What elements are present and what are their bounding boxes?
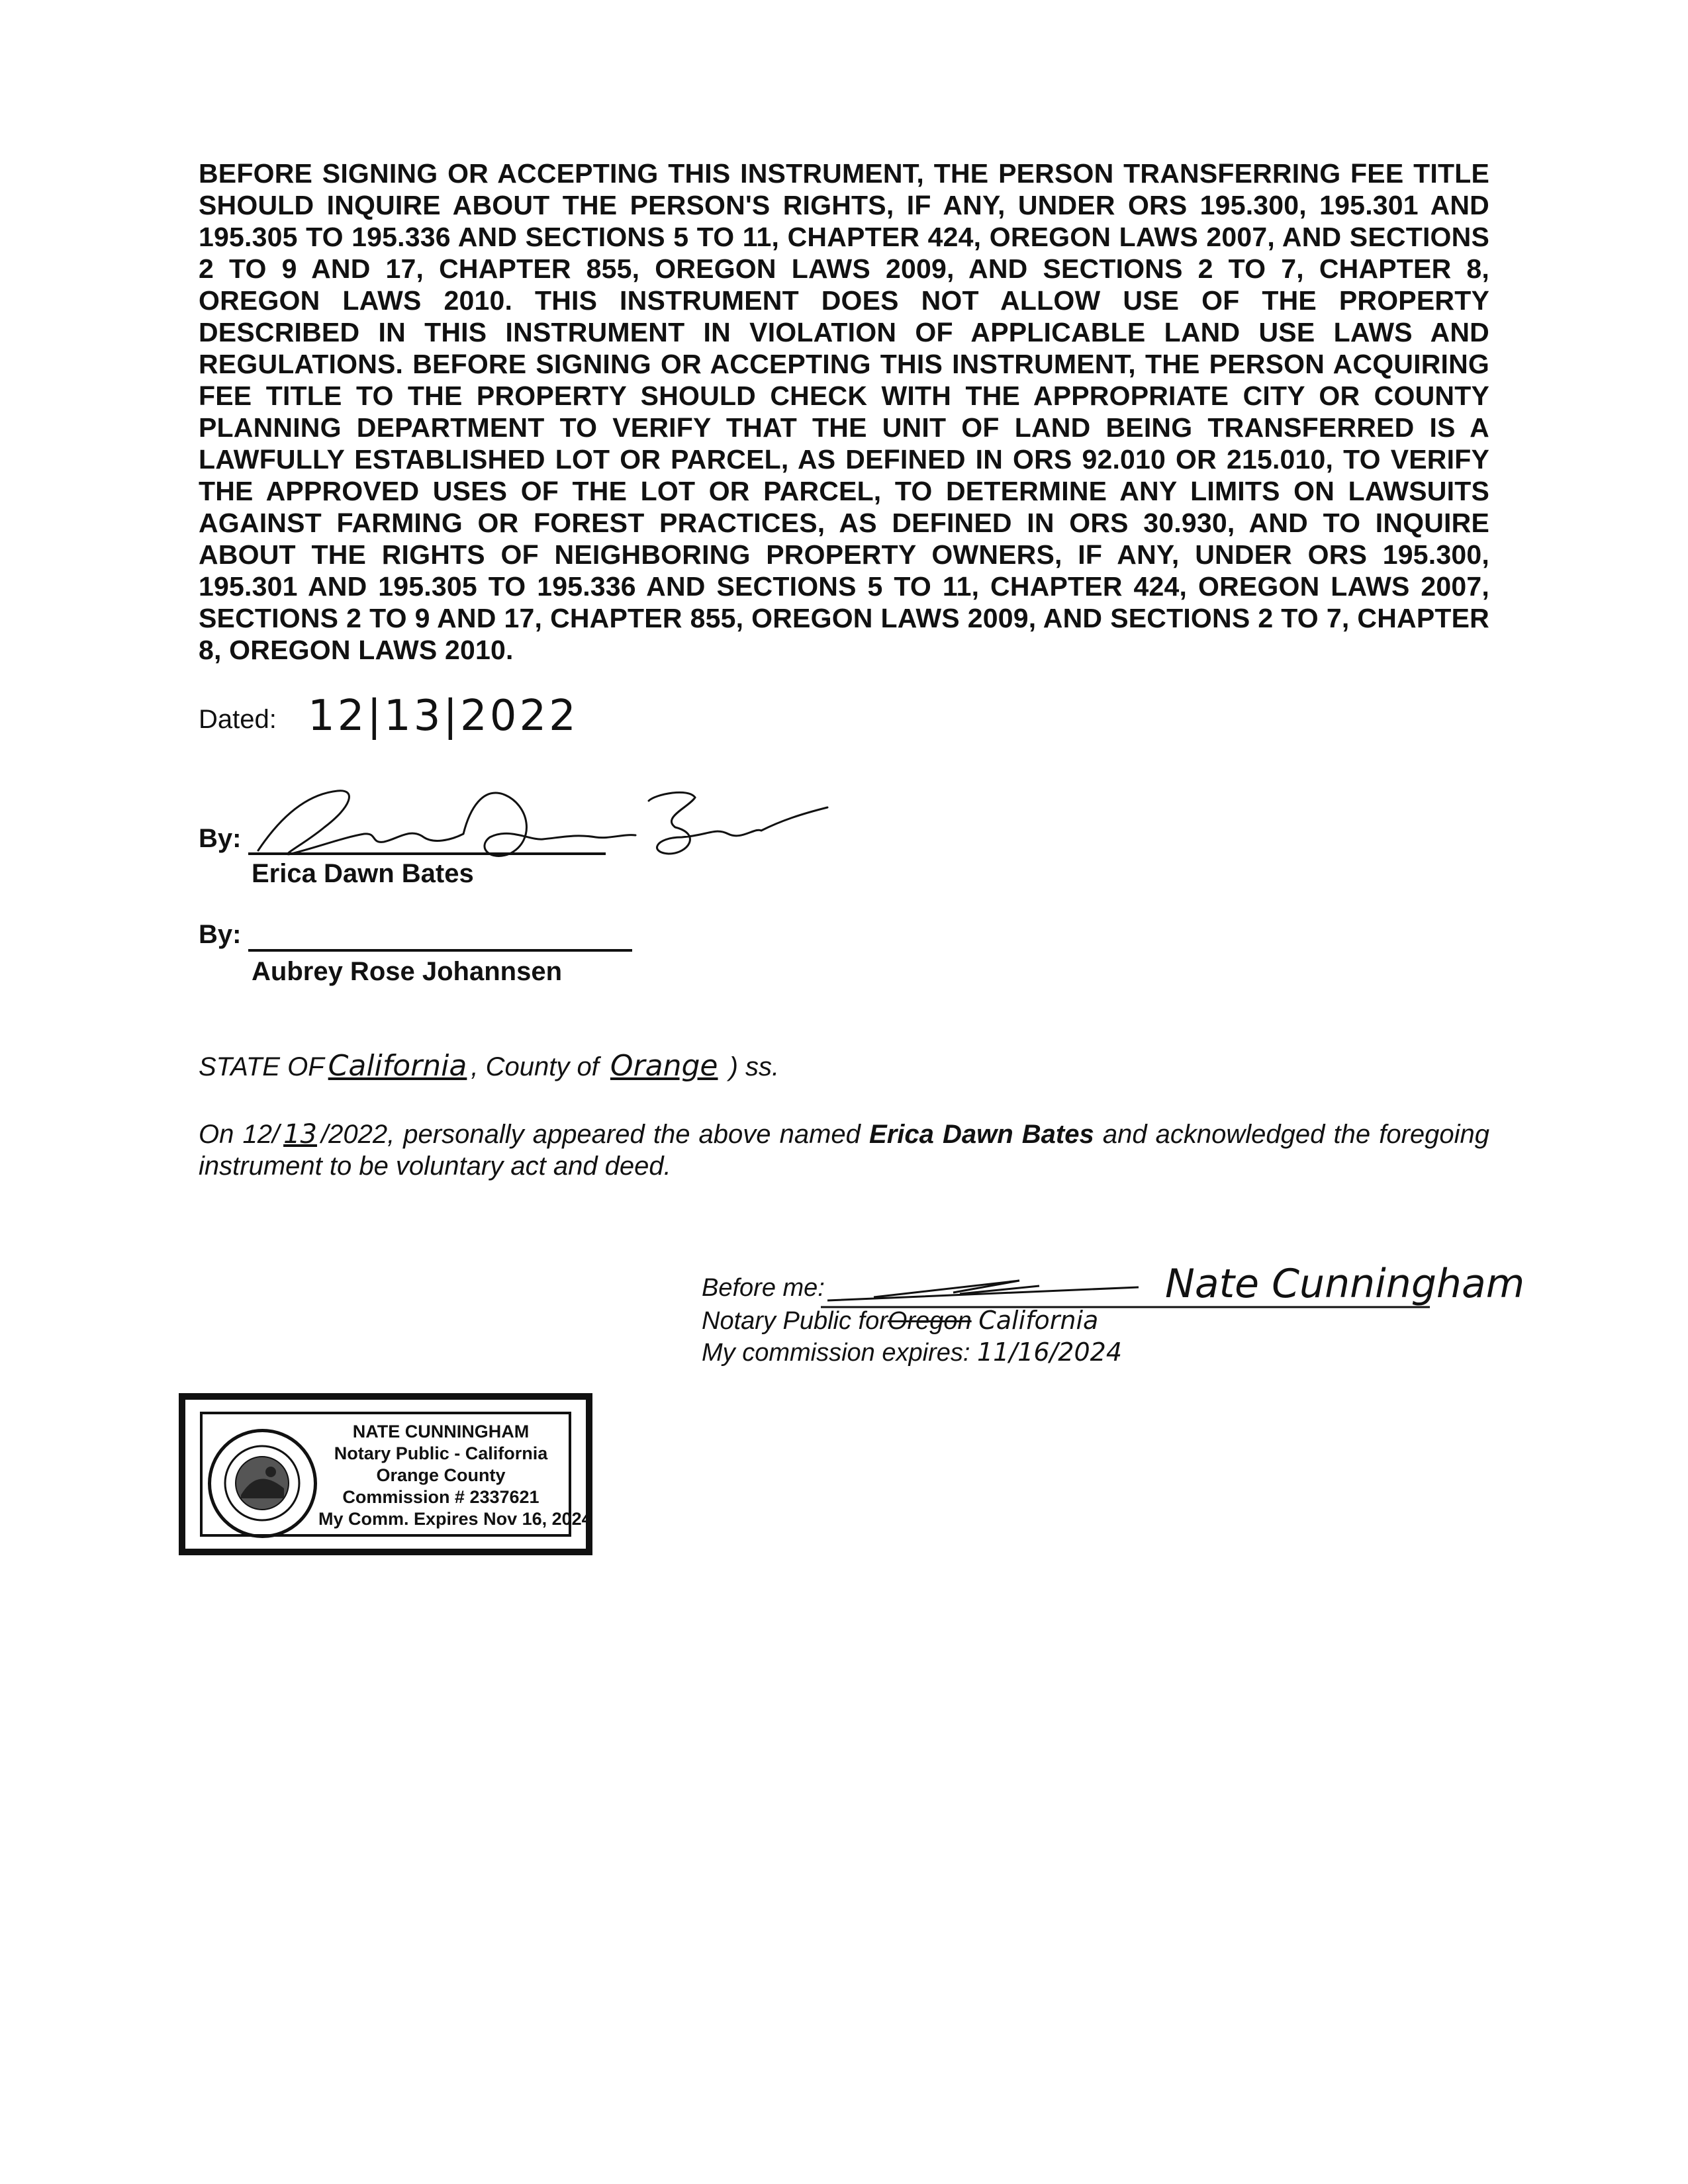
ss-suffix: ) ss. (729, 1052, 780, 1081)
signer-2-printed-name: Aubrey Rose Johannsen (252, 957, 563, 986)
seal-emblem-icon (211, 1432, 314, 1535)
signer-1-block (199, 781, 861, 893)
notary-public-label: Notary Public for (702, 1307, 888, 1335)
venue-line (199, 1049, 779, 1083)
ack-prefix: On 12/ (199, 1120, 280, 1149)
notary-stamp (179, 1393, 592, 1555)
state-prefix: STATE OF (199, 1052, 324, 1081)
ack-after-date: /2022, personally appeared the above named (320, 1120, 861, 1149)
commission-expires-line (702, 1338, 1122, 1367)
notary-handwritten-signature: Nate Cunningham (1165, 1261, 1525, 1307)
dated-label: Dated: (199, 705, 277, 734)
signer-1-signature (252, 781, 834, 867)
struck-state: Oregon (887, 1307, 972, 1335)
stamp-expiration: My Comm. Expires Nov 16, 2024 (318, 1509, 592, 1529)
stamp-text-block (318, 1421, 592, 1530)
signer-2-by-label: By: (199, 920, 242, 949)
signer-1-printed-name: Erica Dawn Bates (252, 859, 474, 888)
stamp-county: Orange County (376, 1465, 506, 1485)
before-me-label: Before me: (702, 1274, 825, 1302)
stamp-notary-title: Notary Public - California (334, 1443, 548, 1463)
california-state-seal (208, 1429, 317, 1538)
commission-label: My commission expires: (702, 1339, 970, 1367)
state-handwritten: California (328, 1049, 467, 1083)
notary-public-for-line (702, 1306, 1098, 1336)
acknowledgment-paragraph (199, 1118, 1489, 1182)
signer-2-block (199, 920, 861, 993)
ack-day-handwritten: 13 (283, 1119, 317, 1150)
commission-handwritten-date: 11/16/2024 (976, 1338, 1123, 1367)
stamp-commission-number: Commission # 2337621 (342, 1487, 539, 1507)
dated-handwritten-value: 12|13|2022 (308, 692, 579, 741)
notary-signature-block (702, 1261, 1525, 1393)
notary-handwritten-state: California (978, 1306, 1099, 1335)
land-use-disclaimer: BEFORE SIGNING OR ACCEPTING THIS INSTRUMENT, THE PERSON TRANSFERRING FEE TITLE SHOULD INQUIRE ABOUT THE PERSON'S RIGHTS, IF ANY, UNDER ORS 195.300, 195.301 AND 195.305 TO 195.336 AND SECTIONS 5 TO 11, CHAPTER 424, OREGON LAWS 2007, AND SECTIONS 2 TO 9 AND 17, CHAPTER 855, OREGON LAWS 2009, AND SECTIONS 2 TO 7, CHAPTER 8, OREGON LAWS 2010. THIS INSTRUMENT DOES NOT ALLOW USE OF THE PROPERTY DESCRIBED IN THIS INSTRUMENT IN VIOLATION OF APPLICABLE LAND USE LAWS AND REGULATIONS. BEFORE SIGNING OR ACCEPTING THIS INSTRUMENT, THE PERSON ACQUIRING FEE TITLE TO THE PROPERTY SHOULD CHECK WITH THE APPROPRIATE CITY OR COUNTY PLANNING DEPARTMENT TO VERIFY THAT THE UNIT OF LAND BEING TRANSFERRED IS A LAWFULLY ESTABLISHED LOT OR PARCEL, AS DEFINED IN ORS 92.010 OR 215.010, TO VERIFY THE APPROVED USES OF THE LOT OR PARCEL, TO DETERMINE ANY LIMITS ON LAWSUITS AGAINST FARMING OR FOREST PRACTICES, AS DEFINED IN ORS 30.930, AND TO INQUIRE ABOUT THE RIGHTS OF NEIGHBORING PROPERTY OWNERS, IF ANY, UNDER ORS 195.300, 195.301 AND 195.305 TO 195.336 AND SECTIONS 5 TO 11, CHAPTER 424, OREGON LAWS 2007, SECTIONS 2 TO 9 AND 17, CHAPTER 855, OREGON LAWS 2009, AND SECTIONS 2 TO 7, CHAPTER 8, OREGON LAWS 2010. (199, 158, 1489, 665)
ack-suffix: and acknowledged the foregoing instrument to be voluntary act and deed. (199, 1120, 1490, 1181)
county-handwritten: Orange (610, 1049, 718, 1083)
signer-1-by-label: By: (199, 824, 242, 853)
stamp-inner-border (200, 1412, 592, 1537)
signer-2-signature-line (248, 949, 632, 952)
ack-signer-name: Erica Dawn Bates (869, 1120, 1094, 1149)
county-label: , County of (471, 1052, 599, 1081)
stamp-notary-name: NATE CUNNINGHAM (352, 1422, 530, 1441)
